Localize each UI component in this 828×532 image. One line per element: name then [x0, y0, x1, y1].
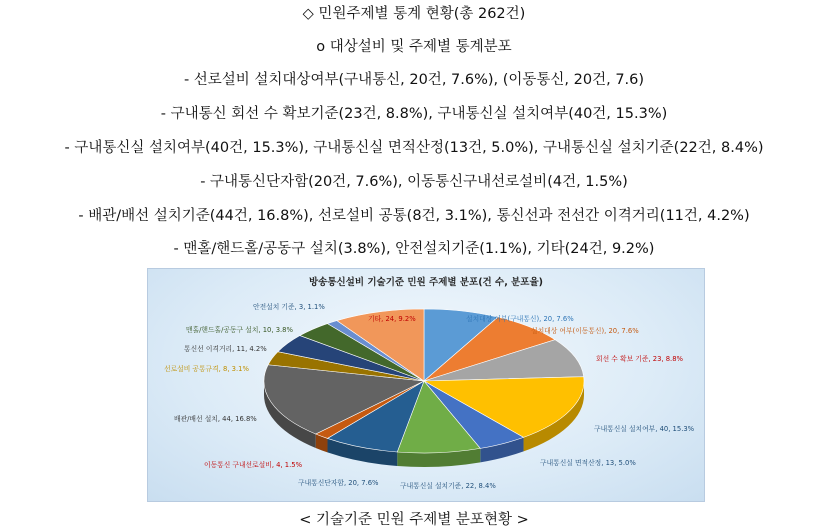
stats-header: ◇ 민원주제별 통계 현황(총 262건) [302, 6, 526, 22]
pie-label-1: 설치대상 여부(구내통신), 20, 7.6% [466, 315, 574, 323]
pie-label-12: 맨홀/핸드홀/공동구 설치, 10, 3.8% [186, 326, 293, 334]
pie-label-10: 선로설비 공통규격, 8, 3.1% [164, 365, 249, 373]
pie-chart [147, 268, 705, 502]
pie-label-2: 설치대상 여부(이동통신), 20, 7.6% [531, 327, 639, 335]
detail-line-1: - 선로설비 설치대상여부(구내통신, 20건, 7.6%), (이동통신, 20건, 7.6) [183, 72, 645, 88]
detail-line-4: - 구내통신단자함(20건, 7.6%), 이동통신구내선로설비(4건, 1.5%) [200, 174, 628, 190]
detail-line-6: - 맨홀/핸드홀/공동구 설치(3.8%), 안전설치기준(1.1%), 기타(24건, 9.2%) [173, 241, 655, 257]
pie-label-11: 통신선 이격거리, 11, 4.2% [184, 345, 267, 353]
detail-line-2: - 구내통신 회선 수 확보기준(23건, 8.8%), 구내통신실 설치여부(40건, 15.3%) [160, 106, 668, 122]
pie-label-3: 회선 수 확보 기준, 23, 8.8% [596, 355, 684, 363]
pie-label-5: 구내통신실 면적산정, 13, 5.0% [540, 459, 636, 467]
pie-label-6: 구내통신실 설치기준, 22, 8.4% [400, 482, 496, 490]
pie-label-13: 안전설치 기준, 3, 1.1% [253, 303, 325, 311]
detail-line-3: - 구내통신실 설치여부(40건, 15.3%), 구내통신실 면적산정(13건, 5.0%), 구내통신실 설치기준(22건, 8.4%) [64, 140, 764, 156]
distribution-subheader: o 대상설비 및 주제별 통계분포 [316, 39, 512, 55]
pie-chart-svg [148, 269, 704, 501]
pie-label-9: 배관/배선 설치, 44, 16.8% [174, 415, 257, 423]
pie-label-7: 구내통신단자함, 20, 7.6% [298, 479, 379, 487]
pie-label-4: 구내통신실 설치여부, 40, 15.3% [594, 425, 695, 433]
detail-line-5: - 배관/배선 설치기준(44건, 16.8%), 선로설비 공통(8건, 3.1%), 통신선과 전선간 이격거리(11건, 4.2%) [78, 208, 750, 224]
pie-label-8: 이동통신 구내선로설비, 4, 1.5% [204, 461, 303, 469]
pie-label-14: 기타, 24, 9.2% [368, 315, 416, 323]
chart-title: 방송통신설비 기술기준 민원 주제별 분포(건 수, 분포율) [308, 277, 544, 288]
chart-caption: < 기술기준 민원 주제별 분포현황 > [299, 512, 529, 528]
